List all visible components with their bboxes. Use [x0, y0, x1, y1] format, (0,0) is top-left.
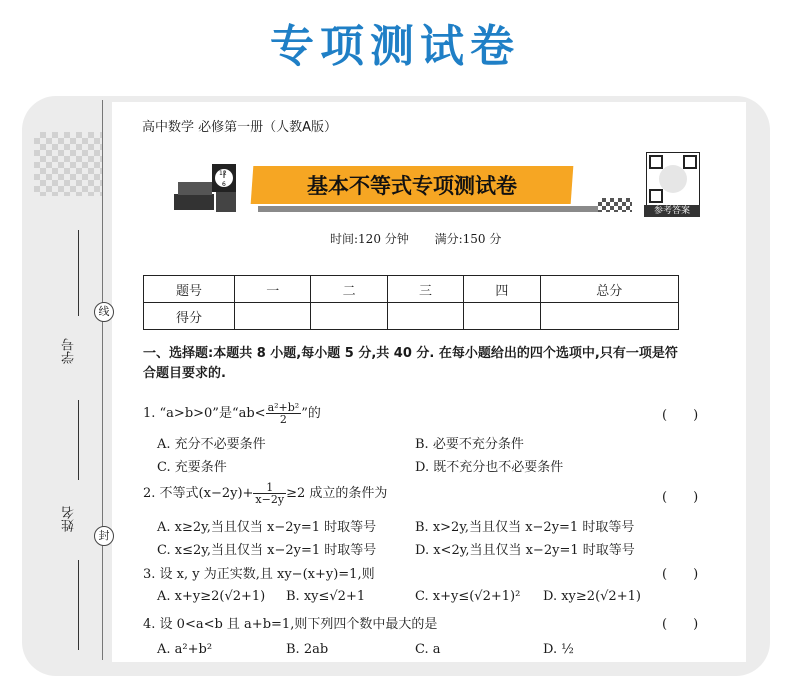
- section-heading: 一、选择题:本题共 8 小题,每小题 5 分,共 40 分. 在每小题给出的四个选项中,只有一项是符合题目要求的.: [143, 346, 678, 381]
- score-table: [143, 275, 679, 330]
- question-2-option: B. x>2y,当且仅当 x−2y=1 时取等号: [415, 520, 635, 535]
- decorative-pattern: [34, 132, 102, 196]
- banner-title: 专项测试卷: [270, 21, 520, 72]
- question-2-option: C. x≤2y,当且仅当 x−2y=1 时取等号: [157, 543, 377, 558]
- score-input-cell[interactable]: [311, 303, 387, 330]
- score-header-cell: 一: [235, 276, 311, 303]
- question-1-prefix: 1. “a>b>0”是“ab<: [143, 406, 266, 421]
- answer-bracket[interactable]: ( ): [662, 617, 699, 632]
- checker-decoration: [598, 198, 632, 212]
- question-1-fraction: [266, 402, 302, 425]
- fraction-numerator: a²+b²: [267, 401, 300, 414]
- name-line-top: [78, 400, 79, 480]
- title-underline: [258, 206, 598, 212]
- score-input-cell[interactable]: [464, 303, 540, 330]
- question-2-prefix: 2. 不等式(x−2y)+: [143, 486, 254, 501]
- id-line: [78, 230, 79, 316]
- question-4-option: B. 2ab: [286, 642, 329, 657]
- score-input-cell[interactable]: [235, 303, 311, 330]
- question-2-stem: [143, 482, 387, 505]
- student-id-label: 学号: [62, 338, 77, 364]
- question-1-option: C. 充要条件: [157, 460, 227, 475]
- score-header-cell: 题号: [144, 276, 235, 303]
- score-header-cell: 总分: [540, 276, 678, 303]
- question-1-option: A. 充分不必要条件: [157, 437, 266, 452]
- question-4-option: D. ½: [543, 642, 574, 657]
- qr-label: 参考答案: [644, 205, 700, 217]
- question-3-option: D. xy≥2(√2+1): [543, 589, 641, 604]
- clock-label-6: 6: [222, 181, 226, 188]
- question-2-suffix: ≥2 成立的条件为: [286, 486, 388, 501]
- question-3-option: B. xy≤√2+1: [286, 589, 366, 604]
- score-row-label: 得分: [144, 303, 235, 330]
- score-header-cell: 四: [464, 276, 540, 303]
- fraction-numerator: 1: [253, 482, 286, 494]
- book-header: 高中数学 必修第一册（人教A版）: [142, 120, 338, 135]
- fraction-denominator: x−2y: [255, 493, 285, 506]
- books-clock-icon: [172, 160, 240, 214]
- question-1-option: B. 必要不充分条件: [415, 437, 524, 452]
- worksheet-title: 基本不等式专项测试卷: [307, 174, 517, 198]
- score-table-header-row: [144, 276, 679, 303]
- answer-bracket[interactable]: ( ): [662, 567, 699, 582]
- score-header-cell: 二: [311, 276, 387, 303]
- question-3-option: A. x+y≥2(√2+1): [157, 589, 266, 604]
- binding-line: [102, 100, 103, 660]
- score-header-cell: 三: [387, 276, 463, 303]
- question-1-stem: [143, 402, 321, 425]
- name-line-bottom: [78, 560, 79, 650]
- student-name-label: 姓名: [62, 506, 77, 532]
- score-input-cell[interactable]: [540, 303, 678, 330]
- seal-line-mark: 线: [94, 302, 114, 322]
- question-1-option: D. 既不充分也不必要条件: [415, 460, 564, 475]
- answer-bracket[interactable]: ( ): [662, 408, 699, 423]
- clock-label-12: 12: [219, 170, 227, 177]
- question-1-suffix: ”的: [301, 406, 321, 421]
- qr-code-icon: [646, 152, 700, 206]
- exam-info: [330, 230, 523, 247]
- answer-bracket[interactable]: ( ): [662, 490, 699, 505]
- question-2-option: D. x<2y,当且仅当 x−2y=1 时取等号: [415, 543, 635, 558]
- question-3-stem: 3. 设 x, y 为正实数,且 xy−(x+y)=1,则: [143, 567, 375, 582]
- score-input-cell[interactable]: [387, 303, 463, 330]
- fraction-denominator: 2: [279, 413, 287, 426]
- question-3-option: C. x+y≤(√2+1)²: [415, 589, 521, 604]
- exam-time: 时间:120 分钟: [330, 232, 409, 246]
- question-4-option: A. a²+b²: [157, 642, 213, 657]
- exam-score: 满分:150 分: [434, 232, 502, 246]
- question-2-fraction: [253, 482, 286, 505]
- question-4-option: C. a: [415, 642, 441, 657]
- seal-seal-mark: 封: [94, 526, 114, 546]
- question-4-stem: 4. 设 0<a<b 且 a+b=1,则下列四个数中最大的是: [143, 617, 438, 632]
- question-2-option: A. x≥2y,当且仅当 x−2y=1 时取等号: [157, 520, 377, 535]
- score-table-score-row: [144, 303, 679, 330]
